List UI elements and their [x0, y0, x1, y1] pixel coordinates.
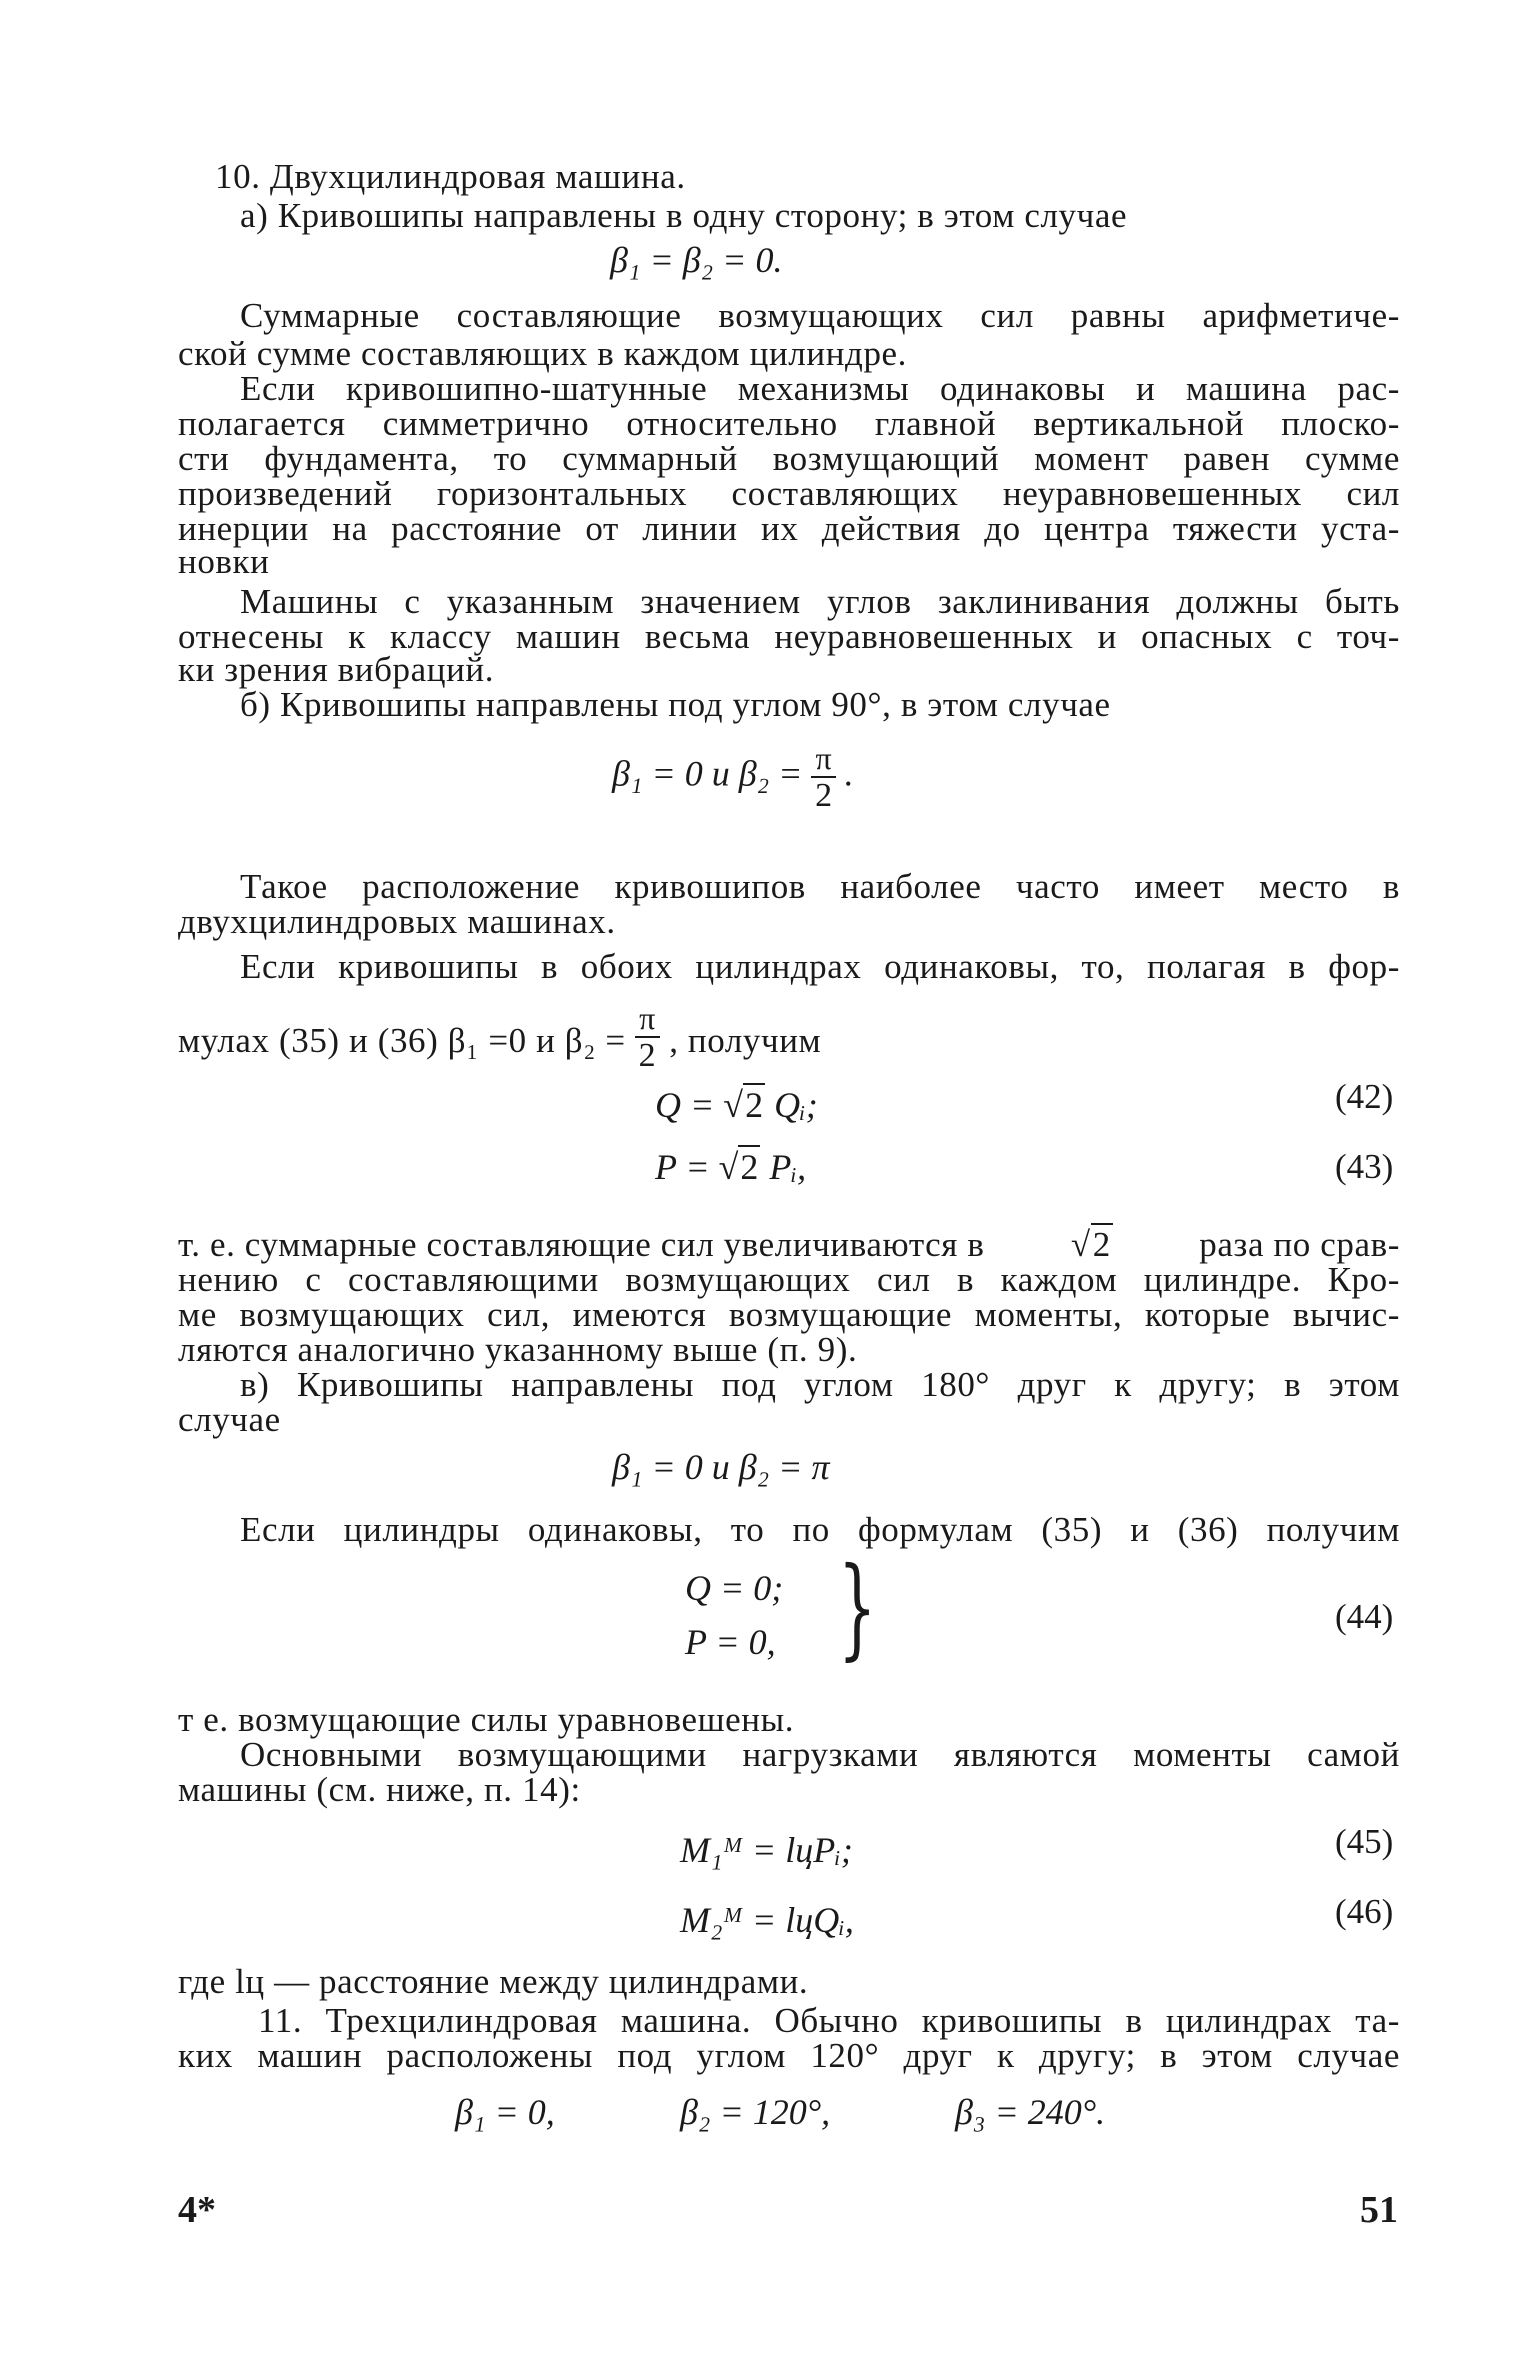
equation-number: (46) [1335, 1892, 1394, 1931]
formula-text: P = [655, 1147, 719, 1187]
equation-46: M₂ᴹ = lцQᵢ, [680, 1900, 854, 1940]
text-run: раза по срав- [1199, 1225, 1400, 1264]
equation-44-q: Q = 0; [685, 1568, 784, 1608]
fraction-denominator: 2 [815, 777, 833, 814]
paragraph-line: ской сумме составляющих в каждом цилиндре. [178, 334, 908, 373]
paragraph-line: двухцилиндровых машинах. [178, 902, 616, 941]
signature-mark: 4* [178, 2189, 216, 2231]
fraction-denominator: 2 [638, 1037, 657, 1074]
equation-42: Q = √2 Qᵢ; [655, 1085, 818, 1125]
paragraph-line: сти фундамента, то суммарный возмущающий момент равен сумме [178, 439, 1400, 478]
paragraph-line: инерции на расстояние от линии их действия до центра тяжести уста- [178, 509, 1400, 548]
paragraph-line: Если цилиндры одинаковы, то по формулам (35) и (36) получим [240, 1510, 1400, 1549]
case-b-intro: б) Кривошипы направлены под углом 90°, в этом случае [240, 685, 1111, 724]
sqrt-radicand: 2 [740, 1147, 759, 1187]
text-run: т. е. суммарные составляющие сил увеличиваются в [178, 1225, 985, 1264]
paragraph-line: Такое расположение кривошипов наиболее часто имеет место в [240, 867, 1400, 906]
paragraph-line: отнесены к классу машин весьма неуравновешенных и опасных с точ- [178, 617, 1400, 656]
section-11-line: ких машин расположены под углом 120° друг к другу; в этом случае [178, 2036, 1400, 2075]
paragraph-line: т. е. суммарные составляющие сил увеличиваются в √2 раза по срав- [178, 1225, 1400, 1264]
formula-text: Q = [655, 1085, 724, 1125]
section-11-formula-2: β₂ = 120°, [680, 2092, 831, 2132]
paragraph-line: случае [178, 1400, 281, 1439]
equation-44-p: P = 0, [685, 1622, 776, 1662]
section-heading: 10. Двухцилиндровая машина. [215, 157, 686, 196]
case-a-intro: а) Кривошипы направлены в одну сторону; в этом случае [240, 196, 1128, 235]
fraction-numerator: π [635, 1000, 660, 1038]
paragraph-line: ляются аналогично указанному выше (п. 9). [178, 1330, 858, 1369]
formula-text: β₁ = 0 и β₂ = [612, 753, 803, 794]
equation-number: (42) [1335, 1077, 1394, 1116]
equation-number: (43) [1335, 1147, 1394, 1186]
paragraph-line: Суммарные составляющие возмущающих сил равны арифметиче- [240, 296, 1400, 335]
sqrt-radicand: 2 [1092, 1225, 1111, 1264]
sqrt-radicand: 2 [745, 1085, 764, 1125]
paragraph-line: Основными возмущающими нагрузками являются моменты самой [240, 1735, 1400, 1774]
case-a-formula: β₁ = β₂ = 0. [610, 240, 783, 280]
paragraph-line: Машины с указанным значением углов заклинивания должны быть [240, 582, 1400, 621]
section-11-line: 11. Трехцилиндровая машина. Обычно кривошипы в цилиндрах та- [258, 2001, 1400, 2040]
paragraph-line: полагается симметрично относительно главной вертикальной плоско- [178, 404, 1400, 443]
paragraph-line [178, 1000, 821, 1074]
paragraph-line: Если кривошипно-шатунные механизмы одинаковы и машина рас- [240, 369, 1400, 408]
case-b-formula [612, 740, 854, 814]
paragraph-line: ме возмущающих сил, имеются возмущающие моменты, которые вычис- [178, 1295, 1400, 1334]
paragraph-line: Если кривошипы в обоих цилиндрах одинаковы, то, полагая в фор- [240, 947, 1400, 986]
formula-text: Pᵢ, [760, 1147, 807, 1187]
equation-43: P = √2 Pᵢ, [655, 1147, 807, 1187]
formula-text: . [844, 753, 854, 794]
paragraph-line: машины (см. ниже, п. 14): [178, 1770, 581, 1809]
page-number: 51 [1360, 2189, 1398, 2231]
paragraph-line: произведений горизонтальных составляющих неуравновешенных сил [178, 474, 1400, 513]
fraction [635, 1000, 660, 1074]
formula-text: , получим [669, 1021, 822, 1060]
case-v-formula: β₁ = 0 и β₂ = π [612, 1447, 830, 1487]
section-11-formula-3: β₃ = 240°. [955, 2092, 1106, 2132]
paragraph-line: где lц — расстояние между цилиндрами. [178, 1962, 809, 2001]
fraction-numerator: π [811, 740, 835, 778]
paragraph-line: ки зрения вибраций. [178, 650, 495, 689]
paragraph-line: т е. возмущающие силы уравновешены. [178, 1700, 795, 1739]
right-brace: } [838, 1543, 877, 1671]
section-11-formula-1: β₁ = 0, [455, 2092, 555, 2132]
equation-45: M₁ᴹ = lцPᵢ; [680, 1830, 853, 1870]
fraction [811, 740, 835, 814]
formula-text: Qᵢ; [765, 1085, 818, 1125]
equation-number: (44) [1335, 1597, 1394, 1636]
formula-text: мулах (35) и (36) β₁ =0 и β₂ = [178, 1021, 626, 1060]
equation-number: (45) [1335, 1822, 1394, 1861]
paragraph-line: новки [178, 542, 270, 581]
case-v-intro: в) Кривошипы направлены под углом 180° друг к другу; в этом [240, 1365, 1400, 1404]
paragraph-line: нению с составляющими возмущающих сил в каждом цилиндре. Кро- [178, 1260, 1400, 1299]
